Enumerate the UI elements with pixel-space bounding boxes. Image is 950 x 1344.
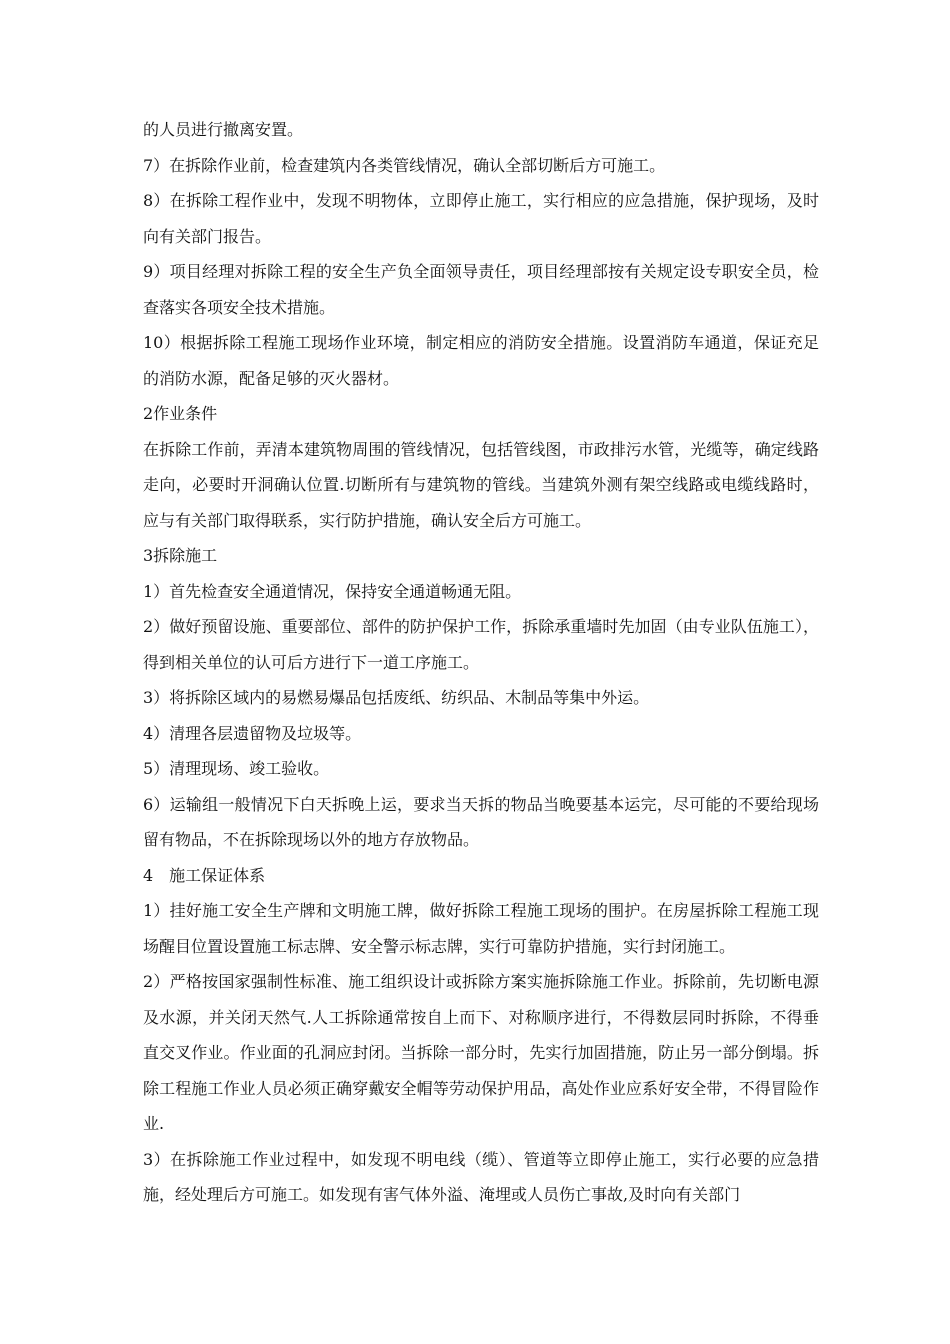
paragraph: 2）做好预留设施、重要部位、部件的防护保护工作，拆除承重墙时先加固（由专业队伍施工），得到相关单位的认可后方进行下一道工序施工。 [143,617,819,672]
section-heading: 2作业条件 [143,404,218,423]
paragraph: 在拆除工作前，弄清本建筑物周围的管线情况，包括管线图，市政排污水管，光缆等，确定线路走向，必要时开洞确认位置.切断所有与建筑物的管线。当建筑外测有架空线路或电缆线路时，应与有关部门取得联系，实行防护措施，确认安全后方可施工。 [143,439,819,530]
section-heading: 4 施工保证体系 [143,865,266,885]
paragraph: 10）根据拆除工程施工现场作业环境，制定相应的消防安全措施。设置消防车通道，保证充足的消防水源，配备足够的灭火器材。 [143,333,819,388]
paragraph: 3）将拆除区域内的易燃易爆品包括废纸、纺织品、木制品等集中外运。 [143,688,650,707]
paragraph: 5）清理现场、竣工验收。 [143,759,330,778]
paragraph: 1）首先检查安全通道情况，保持安全通道畅通无阻。 [143,581,522,601]
paragraph: 9）项目经理对拆除工程的安全生产负全面领导责任，项目经理部按有关规定设专职安全员，检查落实各项安全技术措施。 [143,262,819,317]
paragraph: 4）清理各层遗留物及垃圾等。 [143,723,362,743]
section-heading: 3拆除施工 [143,546,218,565]
paragraph: 6）运输组一般情况下白天拆晚上运，要求当天拆的物品当晚要基本运完，尽可能的不要给现场留有物品，不在拆除现场以外的地方存放物品。 [143,794,819,849]
paragraph: 8）在拆除工程作业中，发现不明物体，立即停止施工，实行相应的应急措施，保护现场，及时向有关部门报告。 [143,191,819,246]
paragraph: 7）在拆除作业前，检查建筑内各类管线情况，确认全部切断后方可施工。 [143,155,666,175]
paragraph: 3）在拆除施工作业过程中，如发现不明电线（缆）、管道等立即停止施工，实行必要的应急措施，经处理后方可施工。如发现有害气体外溢、淹埋或人员伤亡事故,及时向有关部门 [143,1149,819,1204]
document-body [143,112,819,1213]
paragraph: 的人员进行撤离安置。 [143,120,304,139]
paragraph: 1）挂好施工安全生产牌和文明施工牌，做好拆除工程施工现场的围护。在房屋拆除工程施工现场醒目位置设置施工标志牌、安全警示标志牌，实行可靠防护措施，实行封闭施工。 [143,901,819,956]
paragraph: 2）严格按国家强制性标准、施工组织设计或拆除方案实施拆除施工作业。拆除前，先切断电源及水源，并关闭天然气.人工拆除通常按自上而下、对称顺序进行，不得数层同时拆除，不得垂直交叉作业。作业面的孔洞应封闭。当拆除一部分时，先实行加固措施，防止另一部分倒塌。拆除工程施工作业人员必须正确穿戴安全帽等劳动保护用品，高处作业应系好安全带，不得冒险作业. [143,972,819,1133]
